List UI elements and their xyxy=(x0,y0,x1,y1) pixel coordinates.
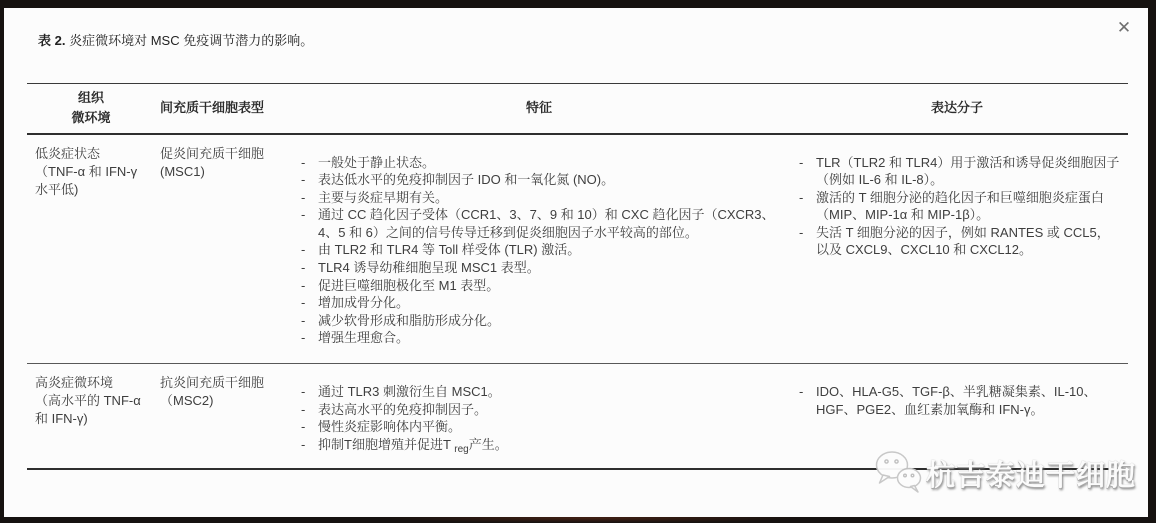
list-item: - 主要与炎症早期有关。 xyxy=(301,189,449,205)
cell-molecules xyxy=(786,364,1128,469)
list-item: - 通过 CC 趋化因子受体（CCR1、3、7、9 和 10）和 CXC 趋化因子（CXCR3、4、5 和 6）之间的信号传导迁移到促炎细胞因子水平较高的部位。 xyxy=(301,207,775,240)
list-item: - 通过 TLR3 刺激衍生自 MSC1。 xyxy=(301,384,501,399)
list-item: - 由 TLR2 和 TLR4 等 Toll 样受体 (TLR) 激活。 xyxy=(301,242,581,258)
column-header-2 xyxy=(155,84,292,134)
cell-microenvironment xyxy=(27,134,155,364)
list-marker: - xyxy=(799,189,804,205)
cell-phenotype xyxy=(155,134,292,364)
list-item: - 表达低水平的免疫抑制因子 IDO 和一氧化氮 (NO)。 xyxy=(301,172,615,188)
column-header-line: 微环境 xyxy=(71,110,111,126)
watermark-text: 杭吉泰迪干细胞 xyxy=(925,460,1136,492)
bullet-list xyxy=(294,154,776,348)
list-item: - 失活 T 细胞分泌的因子，例如 RANTES 或 CCL5，以及 CXCL9、CXCL10 和 CXCL12。 xyxy=(799,224,1110,258)
list-marker: - xyxy=(301,242,306,258)
list-marker: - xyxy=(301,312,306,328)
list-item: - IDO、HLA-G5、TGF-β、半乳糖凝集素、IL-10、HGF、PGE2、血红素加氧酶和 IFN-γ。 xyxy=(799,384,1097,417)
cell-line: 抗炎间充质干细胞 xyxy=(160,375,265,390)
list-marker: - xyxy=(301,419,306,435)
list-marker: - xyxy=(301,260,306,276)
list-item: - 激活的 T 细胞分泌的趋化因子和巨噬细胞炎症蛋白（MIP、MIP-1α 和 MIP-1β）。 xyxy=(799,189,1104,223)
cell-line: 水平低) xyxy=(35,181,79,197)
list-marker: - xyxy=(799,224,804,240)
list-item: - 增加成骨分化。 xyxy=(301,295,410,311)
list-marker: - xyxy=(301,295,306,311)
cell-line: （TNF-α 和 IFN-γ xyxy=(35,163,138,179)
cell-line: （高水平的 TNF-α xyxy=(35,393,141,408)
list-item: - TLR（TLR2 和 TLR4）用于激活和诱导促炎细胞因子（例如 IL-6 和 IL-8）。 xyxy=(799,154,1120,188)
column-header-line: 表达分子 xyxy=(930,100,983,116)
list-marker: - xyxy=(301,436,306,452)
table-row xyxy=(27,134,1128,364)
list-marker: - xyxy=(301,172,306,188)
list-item: - 一般处于静止状态。 xyxy=(301,154,436,170)
list-marker: - xyxy=(799,154,804,170)
table-panel xyxy=(4,8,1148,517)
cell-line: 和 IFN-γ) xyxy=(35,411,88,426)
column-header-3 xyxy=(292,84,786,134)
table-row xyxy=(27,364,1128,469)
list-item: - TLR4 诱导幼稚细胞呈现 MSC1 表型。 xyxy=(301,260,540,276)
column-header-1 xyxy=(27,84,155,134)
column-header-line: 特征 xyxy=(525,100,552,116)
cell-features xyxy=(292,134,786,364)
bullet-list xyxy=(294,383,776,455)
cell-features xyxy=(292,364,786,469)
column-header-line: 间充质干细胞表型 xyxy=(160,100,265,116)
list-item: - 促进巨噬细胞极化至 M1 表型。 xyxy=(301,277,500,293)
list-item: - 增强生理愈合。 xyxy=(301,330,410,346)
cell-line: 高炎症微环境 xyxy=(35,375,114,390)
list-item: - 抑制T细胞增殖并促进T $_{reg}$产生。 xyxy=(301,436,508,455)
column-header-4 xyxy=(786,84,1128,134)
cell-line: （MSC2) xyxy=(160,393,214,408)
cell-line: 促炎间充质干细胞 xyxy=(160,145,265,161)
list-marker: - xyxy=(301,207,306,223)
list-marker: - xyxy=(301,330,306,346)
list-marker: - xyxy=(301,154,306,170)
cell-phenotype xyxy=(155,364,292,469)
cell-line: 低炎症状态 xyxy=(35,145,101,161)
table-caption xyxy=(38,32,1148,50)
list-marker: - xyxy=(301,189,306,205)
list-marker: - xyxy=(301,384,306,399)
cell-molecules xyxy=(786,134,1128,364)
column-header-line: 组织 xyxy=(77,90,104,106)
bullet-list xyxy=(799,383,1122,418)
msc-table xyxy=(27,83,1128,470)
list-item: - 慢性炎症影响体内平衡。 xyxy=(301,419,462,435)
table-caption-number: 表 2. xyxy=(38,33,66,48)
close-button[interactable]: ✕ xyxy=(1116,18,1132,37)
cell-microenvironment xyxy=(27,364,155,469)
cell-line: (MSC1) xyxy=(160,163,205,179)
table-header-row xyxy=(27,84,1128,134)
list-item: - 减少软骨形成和脂肪形成分化。 xyxy=(301,312,501,328)
subscript-text: reg xyxy=(454,443,469,455)
table-caption-text: 炎症微环境对 MSC 免疫调节潜力的影响。 xyxy=(65,33,314,48)
list-marker: - xyxy=(301,401,306,417)
bullet-list xyxy=(799,154,1122,260)
list-item: - 表达高水平的免疫抑制因子。 xyxy=(301,401,488,417)
list-marker: - xyxy=(799,384,804,399)
list-marker: - xyxy=(301,277,306,293)
